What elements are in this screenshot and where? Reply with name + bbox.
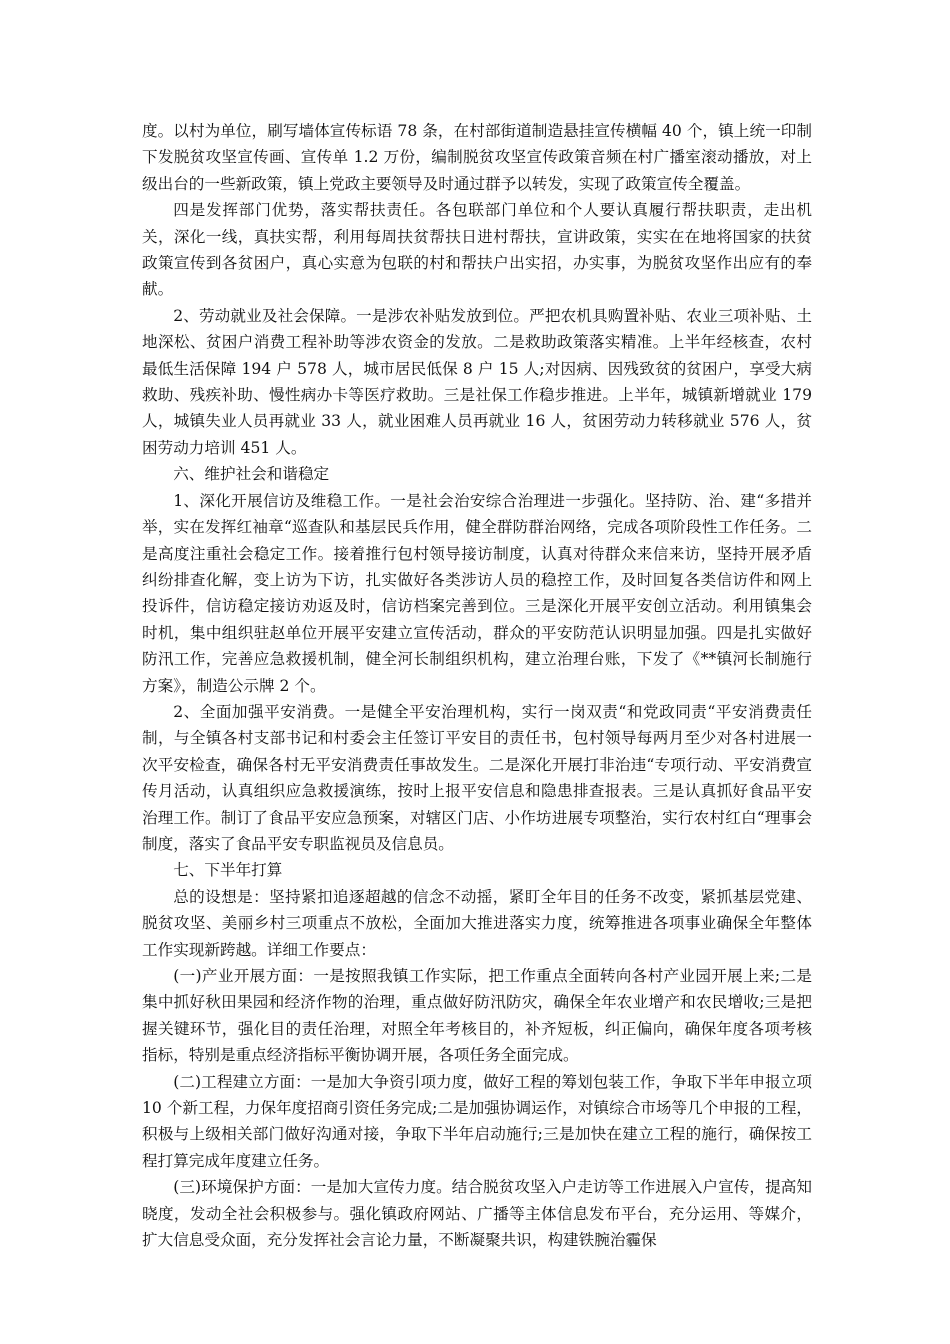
section-heading: 六、维护社会和谐稳定	[173, 465, 330, 484]
paragraph: (二)工程建立方面：一是加大争资引项力度，做好工程的筹划包装工作，争取下半年申报立项 10 个新工程，力保年度招商引资任务完成;二是加强协调运作，对镇综合市场等几个申报的工程，积极与上级相关部门做好沟通对接，争取下半年启动施行;三是加快在建立工程的施行，确保按工程打算完成年度建立任务。	[142, 1072, 812, 1170]
paragraph: 度。以村为单位，刷写墙体宣传标语 78 条，在村部街道制造悬挂宣传横幅 40 个，镇上统一印制下发脱贫攻坚宣传画、宣传单 1.2 万份，编制脱贫攻坚宣传政策音频在村广播室滚动播放，对上级出台的一些新政策，镇上党政主要领导及时通过群予以转发，实现了政策宣传全覆盖。	[142, 122, 812, 193]
paragraph: 总的设想是：坚持紧扣追逐超越的信念不动摇，紧盯全年目的任务不改变，紧抓基层党建、脱贫攻坚、美丽乡村三项重点不放松，全面加大推进落实力度，统筹推进各项事业确保全年整体工作实现新跨越。详细工作要点：	[142, 887, 812, 959]
paragraph: (一)产业开展方面：一是按照我镇工作实际，把工作重点全面转向各村产业园开展上来;二是集中抓好秋田果园和经济作物的治理，重点做好防汛防灾，确保全年农业增产和农民增收;三是把握关键环节，强化目的责任治理，对照全年考核目的，补齐短板，纠正偏向，确保年度各项考核指标，特别是重点经济指标平衡协调开展，各项任务全面完成。	[142, 967, 812, 1065]
paragraph: 四是发挥部门优势，落实帮扶责任。各包联部门单位和个人要认真履行帮扶职责，走出机关，深化一线，真扶实帮，利用每周扶贫帮扶日进村帮扶，宣讲政策，实实在在地将国家的扶贫政策宣传到各贫困户，真心实意为包联的村和帮扶户出实招，办实事，为脱贫攻坚作出应有的奉献。	[142, 201, 812, 299]
paragraph: (三)环境保护方面：一是加大宣传力度。结合脱贫攻坚入户走访等工作进展入户宣传，提高知晓度，发动全社会积极参与。强化镇政府网站、广播等主体信息发布平台，充分运用、等媒介，扩大信息受众面，充分发挥社会言论力量，不断凝聚共识，构建铁腕治霾保	[142, 1178, 812, 1250]
document-body	[142, 118, 812, 1253]
paragraph: 1、深化开展信访及维稳工作。一是社会治安综合治理进一步强化。坚持防、治、建“多措并举，实在发挥红袖章“巡查队和基层民兵作用，健全群防群治网络，完成各项阶段性工作任务。二是高度注重社会稳定工作。接着推行包村领导接访制度，认真对待群众来信来访，坚持开展矛盾纠纷排查化解，变上访为下访，扎实做好各类涉访人员的稳控工作，及时回复各类信访件和网上投诉件，信访稳定接访劝返及时，信访档案完善到位。三是深化开展平安创立活动。利用镇集会时机，集中组织驻赵单位开展平安建立宣传活动，群众的平安防范认识明显加强。四是扎实做好防汛工作，完善应急救援机制，健全河长制组织机构，建立治理台账，下发了《**镇河长制施行方案》，制造公示牌 2 个。	[142, 491, 812, 695]
paragraph: 2、全面加强平安消费。一是健全平安治理机构，实行一岗双责“和党政同责“平安消费责任制，与全镇各村支部书记和村委会主任签订平安目的责任书，包村领导每两月至少对各村进展一次平安检查，确保各村无平安消费责任事故发生。二是深化开展打非治违“专项行动、平安消费宣传月活动，认真组织应急救援演练，按时上报平安信息和隐患排查报表。三是认真抓好食品平安治理工作。制订了食品平安应急预案，对辖区门店、小作坊进展专项整治，实行农村红白“理事会制度，落实了食品平安专职监视员及信息员。	[142, 702, 812, 853]
section-heading: 七、下半年打算	[173, 861, 283, 880]
paragraph: 2、劳动就业及社会保障。一是涉农补贴发放到位。严把农机具购置补贴、农业三项补贴、土地深松、贫困户消费工程补助等涉农资金的发放。二是救助政策落实精准。上半年经核查，农村最低生活保障 194 户 578 人，城市居民低保 8 户 15 人;对因病、因残致贫的贫困户，享受大病救助、残疾补助、慢性病办卡等医疗救助。三是社保工作稳步推进。上半年，城镇新增就业 179 人，城镇失业人员再就业 33 人，就业困难人员再就业 16 人，贫困劳动力转移就业 576 人，贫困劳动力培训 451 人。	[142, 306, 812, 457]
